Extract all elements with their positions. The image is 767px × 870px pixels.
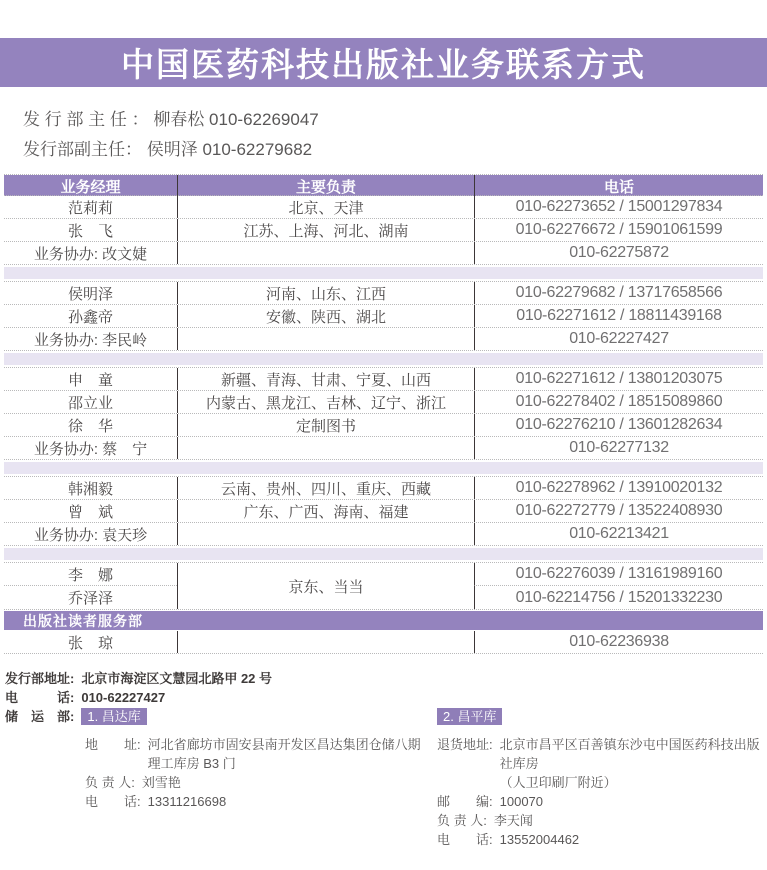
phone-cell: 010-62272779 / 13522408930 [474, 500, 763, 522]
director-line: 发 行 部 主 任 ： 柳春松 010-62269047 [23, 110, 319, 129]
manager-cell: 业务协办: 袁天珍 [33, 526, 148, 544]
table-header-row [4, 175, 763, 196]
duty-cell: 广东、广西、海南、福建 [177, 500, 474, 522]
field-value-line: 100070 [499, 794, 544, 809]
duty-cell: 北京、天津 [177, 196, 474, 218]
field-value [148, 792, 227, 811]
field-value [148, 735, 421, 773]
group-divider [4, 546, 763, 563]
phone-cell: 010-62276210 / 13601282634 [474, 414, 763, 436]
phone-cell: 010-62213421 [474, 523, 763, 545]
dist-address-label: 发行部地址: [5, 671, 75, 686]
field-value [500, 735, 762, 792]
table-merged-group [4, 563, 763, 610]
phone-cell: 010-62279682 / 13717658566 [474, 282, 763, 304]
table-row [4, 523, 763, 546]
phone-cell: 010-62278402 / 18515089860 [474, 391, 763, 413]
table-row [4, 437, 763, 460]
table-row [4, 391, 763, 414]
section-banner: 出版社读者服务部 [4, 611, 763, 631]
duty-cell [177, 631, 474, 653]
duty-cell: 云南、贵州、四川、重庆、西藏 [177, 477, 474, 499]
table-row [4, 242, 763, 265]
footer [5, 669, 762, 847]
table-row [4, 631, 763, 654]
field-value-line: 13552004462 [499, 832, 580, 847]
field-value-line: 刘雪艳 [141, 775, 181, 790]
intro-block [23, 105, 767, 165]
warehouse-field [437, 735, 762, 792]
table-row [4, 477, 763, 500]
table-row [4, 282, 763, 305]
field-value-line: 北京市昌平区百善镇东沙屯中国医药科技出版社库房 [499, 737, 760, 771]
group-divider [4, 460, 763, 477]
manager-cell: 范莉莉 [67, 199, 113, 217]
table-row [4, 219, 763, 242]
field-value-line: 13311216698 [147, 794, 227, 809]
deputy-director-line: 发行部副主任： 侯明泽 010-62279682 [23, 140, 313, 159]
warehouse1-badge: 1. 昌达库 [81, 708, 146, 725]
warehouse2-badge: 2. 昌平库 [437, 708, 502, 725]
duty-cell: 河南、山东、江西 [177, 282, 474, 304]
manager-cell: 乔泽泽 [67, 590, 113, 607]
field-label: 电 话: [437, 832, 493, 847]
manager-cell: 孙鑫帝 [67, 308, 113, 326]
manager-cell: 申 童 [67, 371, 113, 389]
table-row [4, 305, 763, 328]
field-value [500, 830, 580, 849]
manager-cell: 侯明泽 [67, 285, 113, 303]
manager-cell: 张 飞 [67, 222, 113, 240]
phone-cell: 010-62277132 [474, 437, 763, 459]
warehouse-field [437, 792, 762, 811]
phone-cell: 010-62271612 / 18811439168 [474, 305, 763, 327]
manager-cell: 曾 斌 [67, 503, 113, 521]
field-label: 退货地址: [437, 737, 493, 752]
dist-phone-line [5, 688, 762, 707]
duty-cell [177, 523, 474, 545]
table-row [4, 414, 763, 437]
duty-cell: 京东、当当 [177, 563, 474, 609]
duty-cell: 内蒙古、黑龙江、吉林、辽宁、浙江 [177, 391, 474, 413]
table-row [4, 328, 763, 351]
duty-cell [177, 242, 474, 264]
duty-cell: 安徽、陕西、湖北 [177, 305, 474, 327]
manager-cell: 李 娜 [4, 563, 177, 586]
warehouse-field [437, 811, 762, 830]
manager-cell: 徐 华 [67, 417, 113, 435]
column-header: 电话 [474, 175, 763, 197]
page-title: 中国医药科技出版社业务联系方式 [121, 48, 646, 84]
phone-cell: 010-62276672 / 15901061599 [474, 219, 763, 241]
manager-cell: 张 琼 [67, 634, 113, 652]
phone-cell: 010-62214756 / 15201332230 [474, 586, 763, 609]
table-row [4, 196, 763, 219]
table-row [4, 368, 763, 391]
field-label: 地 址: [85, 737, 141, 752]
dist-address-line [5, 669, 762, 688]
field-label: 电 话: [85, 794, 141, 809]
field-value [142, 773, 181, 792]
dist-address-value: 北京市海淀区文慧园北路甲 22 号 [81, 671, 273, 686]
warehouse2-block [437, 707, 762, 849]
phone-cell: 010-62275872 [474, 242, 763, 264]
column-header: 业务经理 [60, 178, 121, 196]
field-value-line: 河北省廊坊市固安县南开发区昌达集团仓储八期 [147, 737, 421, 752]
manager-cell: 邵立业 [67, 394, 113, 412]
warehouse-field [437, 830, 762, 849]
field-value [494, 811, 533, 830]
field-value-line: 李天闻 [493, 813, 533, 828]
field-value [500, 792, 543, 811]
phone-cell: 010-62273652 / 15001297834 [474, 196, 763, 218]
dist-phone-label: 电 话: [5, 690, 75, 705]
field-value-line: 理工库房 B3 门 [147, 756, 236, 771]
manager-cell: 韩湘毅 [67, 480, 113, 498]
contact-table [4, 174, 763, 654]
field-label: 负 责 人: [437, 813, 487, 828]
phone-cell: 010-62276039 / 13161989160 [474, 563, 763, 586]
field-value-line: （人卫印刷厂附近） [499, 775, 617, 790]
duty-cell: 江苏、上海、河北、湖南 [177, 219, 474, 241]
field-label: 邮 编: [437, 794, 493, 809]
table-row [4, 500, 763, 523]
duty-cell [177, 437, 474, 459]
field-label: 负 责 人: [85, 775, 135, 790]
phone-cell: 010-62236938 [474, 631, 763, 653]
duty-cell: 新疆、青海、甘肃、宁夏、山西 [177, 368, 474, 390]
duty-cell: 定制图书 [177, 414, 474, 436]
column-header: 主要负责 [177, 175, 474, 197]
phone-cell: 010-62278962 / 13910020132 [474, 477, 763, 499]
group-divider [4, 265, 763, 282]
title-banner [0, 38, 767, 87]
manager-cell: 业务协办: 改文婕 [33, 245, 148, 263]
storage-label: 储 运 部: [5, 709, 75, 724]
group-divider [4, 351, 763, 368]
phone-cell: 010-62271612 / 13801203075 [474, 368, 763, 390]
manager-cell: 业务协办: 蔡 宁 [33, 440, 148, 458]
dist-phone-value: 010-62227427 [81, 690, 166, 705]
manager-cell: 业务协办: 李民岭 [33, 331, 148, 349]
duty-cell [177, 328, 474, 350]
phone-cell: 010-62227427 [474, 328, 763, 350]
